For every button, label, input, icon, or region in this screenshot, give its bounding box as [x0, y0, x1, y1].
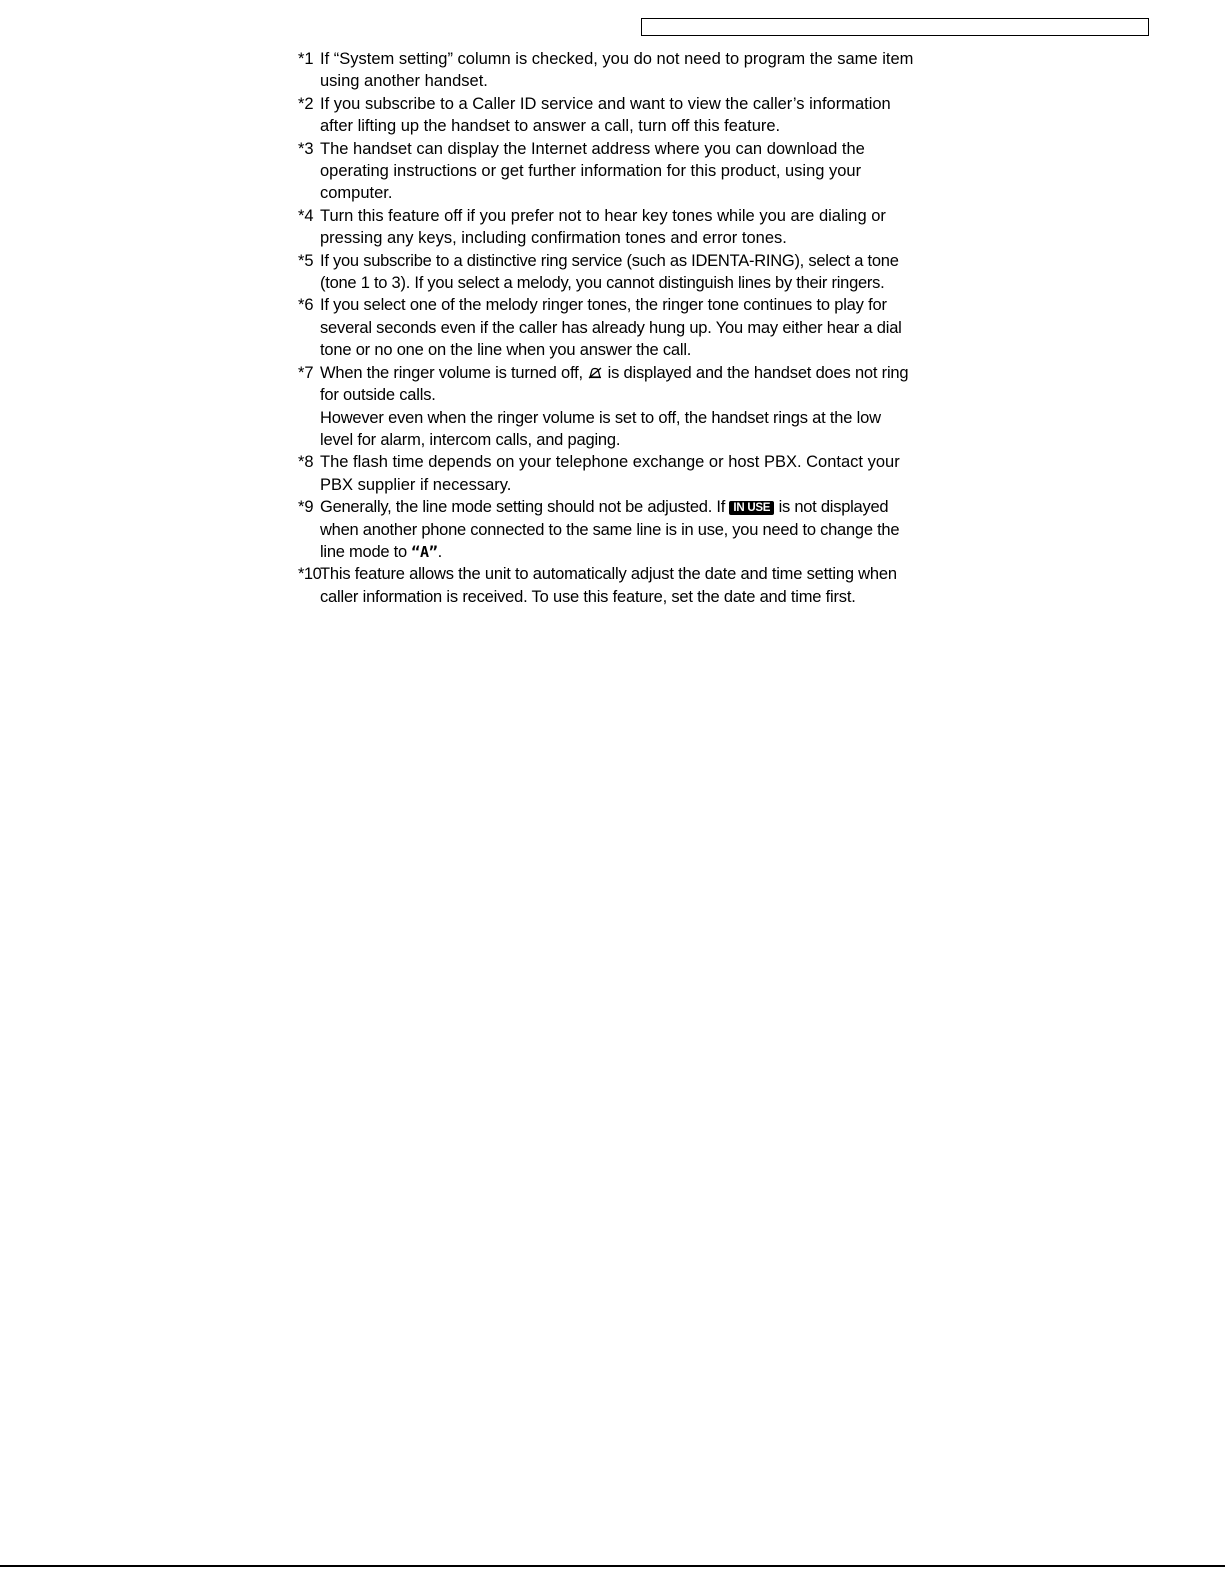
note-number: *8 — [298, 453, 314, 472]
footnotes — [298, 48, 978, 608]
footer-rule — [0, 1565, 1225, 1567]
note-text-segment: Generally, the line mode setting should not be adjusted. If — [320, 498, 726, 517]
header-box — [641, 18, 1149, 36]
note-text-segment: line mode to — [320, 542, 407, 561]
note-line: If you subscribe to a Caller ID service and want to view the caller’s information — [320, 94, 891, 113]
note-text — [320, 496, 978, 563]
note-line: (tone 1 to 3). If you select a melody, you cannot distinguish lines by their ringers. — [320, 274, 885, 293]
note-number: *5 — [298, 251, 314, 270]
note-8 — [298, 451, 978, 496]
note-text — [320, 362, 978, 452]
note-line: for outside calls. — [320, 386, 436, 405]
note-line: when another phone connected to the same line is in use, you need to change the — [320, 520, 900, 539]
note-text-segment: is not displayed — [778, 498, 889, 517]
note-7 — [298, 362, 978, 452]
note-10 — [298, 563, 978, 608]
note-text — [320, 48, 978, 93]
note-1 — [298, 48, 978, 93]
note-2 — [298, 93, 978, 138]
note-line: pressing any keys, including confirmation tones and error tones. — [320, 229, 787, 248]
note-line — [320, 496, 978, 518]
note-line: Turn this feature off if you prefer not to hear key tones while you are dialing or — [320, 206, 886, 225]
note-number: *3 — [298, 139, 314, 158]
note-number: *4 — [298, 206, 314, 225]
note-number: *7 — [298, 363, 314, 382]
note-text — [320, 138, 978, 205]
note-text-segment: . — [437, 542, 442, 561]
note-text-segment: is displayed and the handset does not ring — [607, 363, 909, 382]
note-line: PBX supplier if necessary. — [320, 475, 512, 494]
note-text — [320, 205, 978, 250]
note-text — [320, 294, 978, 361]
note-line: The flash time depends on your telephone exchange or host PBX. Contact your — [320, 453, 900, 472]
note-number: *9 — [298, 498, 314, 517]
note-text — [320, 93, 978, 138]
note-line: However even when the ringer volume is set to off, the handset rings at the low — [320, 408, 881, 427]
note-line: several seconds even if the caller has already hung up. You may either hear a dial — [320, 318, 902, 337]
note-6 — [298, 294, 978, 361]
ringer-off-icon — [587, 366, 603, 380]
note-line: The handset can display the Internet address where you can download the — [320, 139, 865, 158]
note-line: tone or no one on the line when you answer the call. — [320, 341, 692, 360]
note-3 — [298, 138, 978, 205]
note-line: computer. — [320, 184, 393, 203]
note-line: level for alarm, intercom calls, and paging. — [320, 430, 621, 449]
note-9 — [298, 496, 978, 563]
note-number: *2 — [298, 94, 314, 113]
note-4 — [298, 205, 978, 250]
note-line: If you subscribe to a distinctive ring service (such as IDENTA-RING), select a tone — [320, 251, 899, 270]
note-text — [320, 563, 978, 608]
line-mode-value: “A” — [411, 542, 438, 561]
note-text — [320, 250, 978, 295]
note-number: *1 — [298, 50, 314, 68]
note-line: using another handset. — [320, 72, 488, 91]
note-line: If you select one of the melody ringer tones, the ringer tone continues to play for — [320, 296, 887, 315]
note-5 — [298, 250, 978, 295]
note-text — [320, 451, 978, 496]
note-line: caller information is received. To use this feature, set the date and time first. — [320, 587, 856, 606]
note-line — [320, 541, 978, 563]
note-line: operating instructions or get further information for this product, using your — [320, 162, 862, 181]
note-number: *6 — [298, 296, 314, 315]
note-number: *10 — [298, 565, 322, 584]
note-line — [320, 362, 978, 384]
note-line: If “System setting” column is checked, you do not need to program the same item — [320, 50, 914, 68]
note-line: after lifting up the handset to answer a call, turn off this feature. — [320, 117, 781, 136]
note-text-segment: When the ringer volume is turned off, — [320, 363, 583, 382]
in-use-badge: IN USE — [729, 501, 774, 515]
note-line: This feature allows the unit to automatically adjust the date and time setting when — [320, 565, 897, 584]
